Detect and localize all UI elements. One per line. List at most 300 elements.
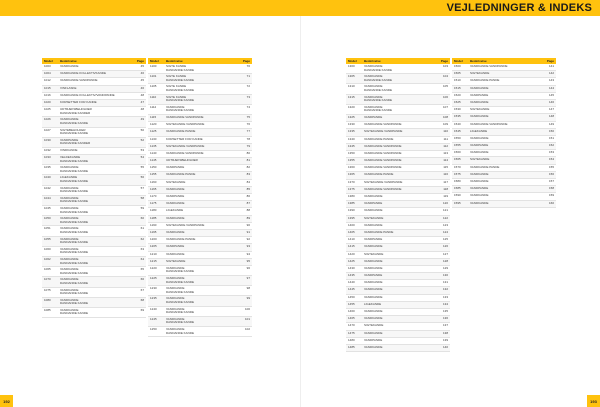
item-description: VANDKANDE DANDANDE KANDE xyxy=(166,316,195,325)
table-row xyxy=(42,100,146,107)
item-description: VELDEKANDE DANDANDE KANDE xyxy=(60,155,89,163)
item-description: VANDKANDE xyxy=(364,265,383,270)
item-code: 1525 xyxy=(454,99,461,104)
table-body xyxy=(148,64,252,337)
item-code: 1033 xyxy=(44,155,51,160)
item-page: 82 xyxy=(246,165,250,170)
table-row xyxy=(148,252,252,259)
item-description: VANDKANDE xyxy=(470,171,489,176)
table-row xyxy=(346,129,450,136)
item-description: SIGTEKANDE VANDPANDE xyxy=(166,122,205,127)
table-row xyxy=(148,208,252,215)
table-row xyxy=(346,287,450,294)
item-description: VANDPANDE xyxy=(364,237,383,242)
item-page: 52 xyxy=(140,137,144,142)
header-page: Page xyxy=(440,59,448,63)
table-row xyxy=(346,266,450,273)
item-code: 1555 xyxy=(454,143,461,148)
item-page: 50 xyxy=(140,127,144,132)
table-row xyxy=(452,150,556,157)
item-description: VANDKANDE KOLLEKTIV/VANDPANDE xyxy=(60,92,115,97)
table-row xyxy=(42,128,146,138)
item-description: VANDKANDE xyxy=(470,200,489,205)
item-description: VANDKANDE VANDPANDE xyxy=(470,121,508,126)
item-description: VANDKANDE xyxy=(364,330,383,335)
item-page: 151 xyxy=(548,135,554,140)
item-code: 1100 xyxy=(150,64,157,68)
item-code: 1415 xyxy=(348,244,355,249)
item-code: 1045 xyxy=(44,206,51,210)
item-description: VANDKANDE DANDANDE KANDE xyxy=(166,286,195,294)
item-page: 87 xyxy=(246,201,250,206)
table-row xyxy=(148,259,252,266)
item-page: 97 xyxy=(246,276,250,281)
table-row xyxy=(346,259,450,266)
table-row xyxy=(346,237,450,244)
table-row xyxy=(42,93,146,100)
item-code: 1515 xyxy=(454,85,461,90)
table-row xyxy=(346,252,450,259)
item-code: 1445 xyxy=(348,287,355,292)
item-code: 1545 xyxy=(454,128,461,133)
item-code: 1085 xyxy=(44,307,51,312)
item-description: VANDKANDE PANDE xyxy=(364,172,394,177)
item-code: 1150 xyxy=(150,165,157,170)
item-code: 1400 xyxy=(348,222,355,227)
item-page: 67 xyxy=(140,287,144,292)
item-page: 131 xyxy=(442,280,448,285)
item-code: 1235 xyxy=(150,296,157,301)
table-row xyxy=(42,71,146,78)
item-code: 1015 xyxy=(44,85,51,90)
table-row xyxy=(346,208,450,215)
header-code: Model xyxy=(44,59,53,63)
item-description: VANDKANDE DANDANDE KANDE xyxy=(60,195,89,204)
item-description: VANDKANDE DANDANDE KANDE xyxy=(60,267,89,275)
table-row xyxy=(346,316,450,323)
index-table-1 xyxy=(42,58,146,318)
item-page: 46 xyxy=(140,85,144,90)
item-description: VANDKANDE xyxy=(364,316,383,321)
item-code: 1004 xyxy=(44,71,51,76)
table-row xyxy=(346,187,450,194)
item-description: VANDKANDE DANDANDE KANDE xyxy=(60,307,89,316)
item-description: VANDKANDE xyxy=(364,258,383,263)
item-code: 1330 xyxy=(348,122,355,127)
item-description: VANDKANDE DANDANDE KANDE xyxy=(60,287,89,296)
item-page: 106 xyxy=(442,94,448,99)
table-row xyxy=(346,95,450,105)
item-code: 1105 xyxy=(150,84,157,89)
item-page: 143 xyxy=(548,78,554,83)
item-page: 148 xyxy=(548,114,554,119)
table-row xyxy=(42,277,146,287)
table-row xyxy=(42,148,146,155)
item-description: VANDKANDE xyxy=(364,222,383,227)
item-code: 1101 xyxy=(150,74,157,79)
item-page: 140 xyxy=(442,344,448,349)
item-code: 1590 xyxy=(454,193,461,198)
table-row xyxy=(148,115,252,122)
item-page: 91 xyxy=(246,229,250,234)
table-row xyxy=(148,95,252,105)
item-page: 119 xyxy=(443,194,448,198)
item-description: VANDPANDE xyxy=(470,92,489,97)
table-row xyxy=(346,172,450,179)
table-row xyxy=(346,309,450,316)
item-code: 1360 xyxy=(348,165,355,170)
item-page: 156 xyxy=(548,171,554,176)
item-code: 1220 xyxy=(150,265,157,270)
item-code: 1110 xyxy=(150,94,157,99)
item-page: 154 xyxy=(548,157,554,162)
item-page: 73 xyxy=(246,94,250,99)
item-page: 89 xyxy=(246,215,250,220)
item-page: 155 xyxy=(548,164,554,169)
item-description: VANDKANDE xyxy=(364,208,383,213)
item-description: VANDKANDE xyxy=(166,201,185,206)
item-description: VANDKANDE VANDPANDE xyxy=(364,143,402,148)
table-row xyxy=(346,331,450,338)
table-row xyxy=(148,230,252,237)
item-code: 1455 xyxy=(348,301,355,306)
item-page: 96 xyxy=(246,265,250,270)
item-page: 134 xyxy=(442,301,448,306)
item-page: 45 xyxy=(140,64,144,68)
item-page: 129 xyxy=(442,265,448,270)
table-row xyxy=(346,74,450,84)
item-page: 103 xyxy=(442,64,448,68)
page-number-right: 193 xyxy=(587,395,600,407)
item-page: 157 xyxy=(548,179,554,183)
item-description: SIGTEKANDE VANDPANDE xyxy=(364,179,403,184)
item-code: 1245 xyxy=(150,316,157,321)
item-page: 57 xyxy=(140,185,144,190)
item-code: 1016 xyxy=(44,92,51,97)
table-row xyxy=(148,137,252,144)
table-row xyxy=(346,64,450,74)
item-page: 68 xyxy=(140,297,144,302)
item-description: VANDPANDE xyxy=(364,337,383,342)
table-row xyxy=(346,216,450,223)
item-page: 72 xyxy=(246,84,250,89)
item-code: 1485 xyxy=(348,344,355,349)
item-description: VANDKANDE DANDANDE KANDE xyxy=(166,104,195,113)
table-row xyxy=(42,226,146,236)
item-page: 80 xyxy=(246,150,250,155)
item-page: 48 xyxy=(140,92,144,97)
item-description: SIGTEKANDE xyxy=(364,215,384,220)
item-description: SIGTE KANDE DANDANDE KANDE xyxy=(166,74,195,82)
table-row xyxy=(148,105,252,115)
table-row xyxy=(452,107,556,114)
item-page: 115 xyxy=(443,165,448,170)
item-page: 77 xyxy=(246,129,250,134)
item-code: 1135 xyxy=(150,143,157,148)
item-page: 48 xyxy=(140,107,144,112)
table-row xyxy=(346,158,450,165)
item-page: 124 xyxy=(442,229,448,234)
item-code: 1375 xyxy=(348,186,355,191)
item-description: VANDKANDE xyxy=(470,99,489,104)
table-row xyxy=(148,327,252,337)
item-code: 1165 xyxy=(150,186,157,191)
item-description: KORSETTER FOR KANDE xyxy=(60,99,97,104)
item-code: 1250 xyxy=(150,327,157,331)
table-row xyxy=(148,151,252,158)
item-page: 139 xyxy=(442,337,448,342)
item-code: 1040 xyxy=(44,175,51,180)
table-row xyxy=(148,194,252,201)
table-row xyxy=(42,155,146,165)
table-row xyxy=(42,237,146,247)
item-description: VANDKANDE VANDPANDE xyxy=(470,64,508,68)
table-row xyxy=(346,244,450,251)
item-page: 150 xyxy=(548,128,554,133)
table-body xyxy=(452,64,556,208)
item-description: VANDKANDE xyxy=(470,193,489,198)
table-row xyxy=(346,223,450,230)
index-table-3 xyxy=(346,58,450,352)
item-description: VANDKANDE xyxy=(364,309,383,313)
item-description: VINFLASKE xyxy=(60,85,77,90)
item-code: 1060 xyxy=(44,246,51,251)
item-description: VANDKANDE VANDPANDE xyxy=(60,78,98,83)
item-description: SIGTEKANDE xyxy=(364,323,384,328)
item-description: SIGTE KANDE DANDANDE KANDE xyxy=(166,94,195,103)
item-description: VANDKANDE PANDE xyxy=(470,78,500,83)
item-page: 102 xyxy=(244,327,250,331)
table-row xyxy=(42,257,146,267)
item-page: 130 xyxy=(442,273,448,278)
table-row xyxy=(346,115,450,122)
item-description: VANDKANDE DANDANDE KANDE xyxy=(364,64,393,72)
table-row xyxy=(452,78,556,85)
item-page: 153 xyxy=(548,150,554,155)
table-row xyxy=(346,280,450,287)
item-code: 1070 xyxy=(44,277,51,282)
item-code: 1440 xyxy=(348,280,355,285)
table-row xyxy=(452,172,556,179)
table-row xyxy=(148,317,252,327)
item-description: VANDPANDE DANDANDE KANDER xyxy=(60,137,91,146)
item-description: VANDKANDE VANDPANDE xyxy=(166,150,204,155)
item-description: VANDKANDE PANDE xyxy=(364,136,394,141)
item-code: 1325 xyxy=(348,114,355,119)
item-code: 1565 xyxy=(454,157,461,162)
table-row xyxy=(42,298,146,308)
item-code: 1550 xyxy=(454,135,461,140)
header-code: Model xyxy=(348,59,357,63)
item-code: 1450 xyxy=(348,294,355,299)
item-description: VANDKANDE xyxy=(166,229,185,234)
table-row xyxy=(42,78,146,85)
item-code: 1575 xyxy=(454,171,461,176)
item-description: VANDKANDE DANDANDE KANDE xyxy=(364,94,393,103)
item-description: LIGEKANDE xyxy=(470,128,488,133)
item-page: 94 xyxy=(246,251,250,256)
item-page: 160 xyxy=(548,200,554,205)
item-code: 1430 xyxy=(348,265,355,270)
item-page: 84 xyxy=(246,179,250,184)
table-row xyxy=(148,187,252,194)
item-code: 1395 xyxy=(348,215,355,220)
item-description: SIGTEKANDE xyxy=(470,107,490,112)
table-row xyxy=(148,74,252,84)
item-description: VANDPANDE xyxy=(166,244,185,249)
item-description: VANDKANDE DANDANDE KANDE xyxy=(60,185,89,194)
table-row xyxy=(148,237,252,244)
table-row xyxy=(346,338,450,345)
table-body xyxy=(42,64,146,318)
item-page: 79 xyxy=(246,143,250,148)
item-page: 136 xyxy=(442,316,448,321)
item-description: UDTRÆKSBEHOLDER xyxy=(166,158,198,163)
index-table-2 xyxy=(148,58,252,337)
item-code: 1044 xyxy=(44,195,51,200)
item-code: 1055 xyxy=(44,236,51,241)
table-row xyxy=(452,71,556,78)
table-row xyxy=(148,158,252,165)
item-code: 1500 xyxy=(454,64,461,68)
table-row xyxy=(42,165,146,175)
item-description: VANDKANDE xyxy=(364,280,383,285)
table-row xyxy=(452,186,556,193)
item-code: 1115 xyxy=(150,114,157,119)
item-description: VANDKANDE xyxy=(364,287,383,292)
item-code: 1560 xyxy=(454,150,461,155)
item-code: 1420 xyxy=(348,251,355,256)
item-description: VANDKANDE xyxy=(470,85,489,90)
item-page: 125 xyxy=(442,237,448,242)
item-code: 1240 xyxy=(150,306,157,311)
item-description: VANDKANDE xyxy=(470,150,489,155)
item-description: VANDKANDE DANDANDE KANDE xyxy=(60,277,89,285)
item-page: 112 xyxy=(443,143,448,148)
item-description: LIGEKANDE xyxy=(166,208,184,213)
item-code: 1062 xyxy=(44,256,51,261)
item-description: SIGTEBEHOLDER DANDANDE KANDE xyxy=(60,127,89,136)
item-description: VANDKANDE DANDANDE KANDE xyxy=(166,306,195,315)
item-code: 1025 xyxy=(44,107,51,112)
item-page: 64 xyxy=(140,256,144,261)
table-row xyxy=(452,64,556,71)
item-description: SIGTEKANDE xyxy=(470,71,490,76)
table-row xyxy=(148,223,252,230)
item-page: 65 xyxy=(140,267,144,272)
table-row xyxy=(346,122,450,129)
item-page: 55 xyxy=(140,165,144,170)
item-page: 135 xyxy=(442,309,448,313)
item-description: VANDPANDE xyxy=(470,186,489,191)
item-page: 138 xyxy=(442,330,448,335)
table-row xyxy=(346,84,450,94)
item-description: VANDKANDE xyxy=(470,135,489,140)
item-code: 1320 xyxy=(348,104,355,109)
item-page: 95 xyxy=(246,258,250,263)
item-code: 1035 xyxy=(44,165,51,170)
item-code: 1065 xyxy=(44,267,51,272)
item-page: 126 xyxy=(442,244,448,249)
item-code: 1210 xyxy=(150,251,157,256)
item-code: 1340 xyxy=(348,136,355,141)
item-code: 1185 xyxy=(150,215,157,220)
item-page: 74 xyxy=(246,104,250,109)
item-page: 128 xyxy=(442,258,448,263)
item-code: 1195 xyxy=(150,229,157,234)
item-description: VANDKANDE xyxy=(364,244,383,249)
item-page: 85 xyxy=(246,186,250,191)
table-row xyxy=(42,267,146,277)
item-page: 123 xyxy=(442,222,448,227)
item-page: 105 xyxy=(442,84,448,89)
item-description: VANDKANDE DANDANDE KANDE xyxy=(60,297,89,306)
item-code: 1585 xyxy=(454,186,461,191)
item-description: VANDPANDE xyxy=(166,194,185,198)
item-code: 1315 xyxy=(348,94,355,99)
item-page: 110 xyxy=(443,129,448,134)
item-code: 1155 xyxy=(150,172,157,177)
table-row xyxy=(452,165,556,172)
item-description: SIGTEKANDE VANDPANDE xyxy=(166,143,205,148)
item-code: 1335 xyxy=(348,129,355,134)
item-code: 1032 xyxy=(44,147,51,152)
item-page: 142 xyxy=(548,71,554,76)
item-code: 1112 xyxy=(150,104,157,109)
table-row xyxy=(346,201,450,208)
table-row xyxy=(42,64,146,71)
item-page: 100 xyxy=(244,306,250,311)
item-code: 1370 xyxy=(348,179,355,184)
table-row xyxy=(452,157,556,164)
item-page: 99 xyxy=(246,296,250,301)
item-code: 1580 xyxy=(454,179,461,183)
table-row xyxy=(42,86,146,93)
item-description: VANDKANDE DANDANDE KANDE xyxy=(166,296,195,305)
item-page: 107 xyxy=(442,104,448,109)
table-row xyxy=(148,216,252,223)
item-code: 1225 xyxy=(150,276,157,281)
item-page: 49 xyxy=(140,117,144,122)
header-page: Page xyxy=(546,59,554,63)
table-row xyxy=(148,144,252,151)
item-page: 53 xyxy=(140,147,144,152)
item-code: 1345 xyxy=(348,143,355,148)
page-title: VEJLEDNINGER & INDEKS xyxy=(446,2,592,14)
item-page: 69 xyxy=(140,307,144,312)
item-code: 1530 xyxy=(454,107,461,112)
item-code: 1350 xyxy=(348,150,355,155)
item-code: 1595 xyxy=(454,200,461,205)
item-page: 118 xyxy=(443,186,448,191)
header-page: Page xyxy=(136,59,144,63)
item-page: 70 xyxy=(246,64,250,68)
item-code: 1160 xyxy=(150,179,157,184)
table-row xyxy=(148,276,252,286)
table-row xyxy=(42,196,146,206)
table-row xyxy=(346,105,450,115)
item-page: 120 xyxy=(442,201,448,206)
index-table-4 xyxy=(452,58,556,208)
item-code: 1480 xyxy=(348,337,355,342)
item-code: 1355 xyxy=(348,158,355,163)
item-code: 1305 xyxy=(348,74,355,79)
item-page: 147 xyxy=(548,107,554,112)
item-page: 121 xyxy=(442,208,448,213)
item-page: 122 xyxy=(442,215,448,220)
item-description: SIGTEKANDE xyxy=(166,179,186,184)
item-page: 133 xyxy=(442,294,448,299)
